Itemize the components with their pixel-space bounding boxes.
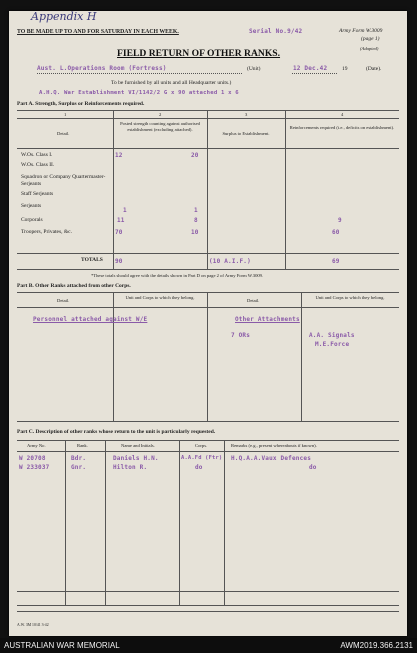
footer-bar: [0, 638, 417, 653]
footer-institution: AUSTRALIAN WAR MEMORIAL: [4, 641, 120, 650]
partB-right-unit-1: A.A. Signals: [309, 332, 355, 339]
partC-row-remarks: do: [309, 464, 317, 471]
partC-header-remarks: Remarks (e.g., present whereabouts if known).: [231, 443, 317, 448]
print-code: A.W. 3M 10/41 3-42: [17, 623, 49, 627]
year-label: 19: [342, 66, 348, 72]
partA-totals-posted: 90: [115, 258, 123, 265]
partA-row-posted: 1: [123, 207, 127, 214]
partB-left-entry: Personnel attached against W/E: [33, 316, 148, 323]
partA-header-detail: Detail.: [57, 131, 70, 136]
partC-row-remarks: H.Q.A.A.Vaux Defences: [231, 455, 312, 462]
partA-colnum-2: 2: [159, 112, 162, 117]
partB-header-detail-left: Detail.: [57, 298, 70, 303]
appendix-annotation: Appendix H: [31, 10, 97, 23]
partB-right-detail: 7 ORs: [231, 332, 251, 339]
partA-colnum-3: 3: [245, 112, 248, 117]
partA-row-posted: 70: [115, 229, 123, 236]
partC-row-army-no: W 20708: [19, 455, 46, 462]
partB-right-heading: Other Attachments: [235, 316, 300, 323]
unit-value: Aust. L.Operations Room (Fortress): [37, 65, 167, 72]
totals-note: *These totals should agree with the details shown in Part D on page 2 of Army Form W.3009.: [91, 273, 264, 278]
partA-totals-label: TOTALS: [81, 257, 103, 263]
partC-header-rank: Rank.: [77, 443, 88, 448]
form-sheet: [9, 11, 407, 636]
unit-label: (Unit): [247, 66, 261, 72]
partB-header-unit-right: Unit and Corps to which they belong.: [315, 295, 385, 300]
partA-row-surplus: 10: [191, 229, 199, 236]
partC-heading: Part C. Description of other ranks whose return to the unit is particularly requested.: [17, 429, 216, 435]
partA-row-label: W.Os. Class I.: [21, 152, 53, 158]
date-value: 12 Dec.42: [293, 65, 328, 72]
partC-header-corps: Corps.: [195, 443, 208, 448]
partA-row-reinforcements: 9: [338, 217, 342, 224]
partA-row-label: Corporals: [21, 217, 43, 223]
partA-row-label: Serjeants: [21, 203, 42, 209]
establishment-line: A.H.Q. War Establishment VI/1142/2 G x 90 attached 1 x 6: [39, 90, 239, 96]
partA-row-posted: 12: [115, 152, 123, 159]
partC-row-name: Daniels H.N.: [113, 455, 159, 462]
partC-row-rank: Bdr.: [71, 455, 87, 462]
partA-header-posted: Posted strength counting against authorised establishment (excluding attached).: [120, 121, 200, 132]
date-label: (Date).: [366, 66, 382, 72]
partA-totals-surplus: (10 A.I.F.): [209, 258, 251, 265]
partC-row-rank: Gnr.: [71, 464, 87, 471]
partB-header-detail-right: Detail.: [247, 298, 260, 303]
partA-row-label: Staff Serjeants: [21, 191, 54, 197]
partA-row-label: W.Os. Class II.: [21, 162, 55, 168]
partA-row-reinforcements: 60: [332, 229, 340, 236]
furnished-note: To be furnished by all units and all Headquarter units.): [111, 80, 232, 86]
partA-totals-reinforcements: 69: [332, 258, 340, 265]
serial-number: Serial No.9/42: [249, 28, 303, 35]
partC-row-name: Hilton R.: [113, 464, 148, 471]
partA-header-reinforcements: Reinforcements required (i.e., deficits on establishment).: [289, 125, 395, 130]
partA-row-label: Squadron or Company Quartermaster-Serjeants: [21, 174, 106, 187]
partC-header-army-no: Army No.: [27, 443, 46, 448]
instruction-line: TO BE MADE UP TO AND FOR SATURDAY IN EACH WEEK.: [17, 29, 179, 35]
partB-right-unit-2: M.E.Force: [315, 341, 350, 348]
partC-row-army-no: W 233037: [19, 464, 50, 471]
partA-colnum-1: 1: [64, 112, 67, 117]
partA-row-surplus: 8: [194, 217, 198, 224]
adapted-label: (Adapted): [360, 46, 379, 51]
partB-header-unit-left: Unit and Corps to which they belong.: [125, 295, 195, 300]
partA-heading: Part A. Strength, Surplus or Reinforcements required.: [17, 101, 145, 107]
partA-row-surplus: 1: [194, 207, 198, 214]
partA-row-label: Troopers, Privates, &c.: [21, 229, 72, 235]
partA-header-surplus: Surplus to Establishment.: [222, 131, 270, 136]
partC-row-corps: A.A.Fd (Ftr): [181, 455, 223, 461]
partA-row-posted: 11: [117, 217, 125, 224]
partA-colnum-4: 4: [341, 112, 344, 117]
form-title: FIELD RETURN OF OTHER RANKS.: [117, 48, 281, 59]
partC-header-name: Name and Initials.: [121, 443, 155, 448]
page-reference: (page 1): [361, 36, 380, 42]
footer-accession: AWM2019.366.2131: [340, 641, 413, 650]
form-reference: Army Form W.3009: [339, 28, 383, 34]
partB-heading: Part B. Other Ranks attached from other Corps.: [17, 283, 131, 289]
partC-row-corps: do: [195, 464, 203, 471]
partA-row-surplus: 20: [191, 152, 199, 159]
